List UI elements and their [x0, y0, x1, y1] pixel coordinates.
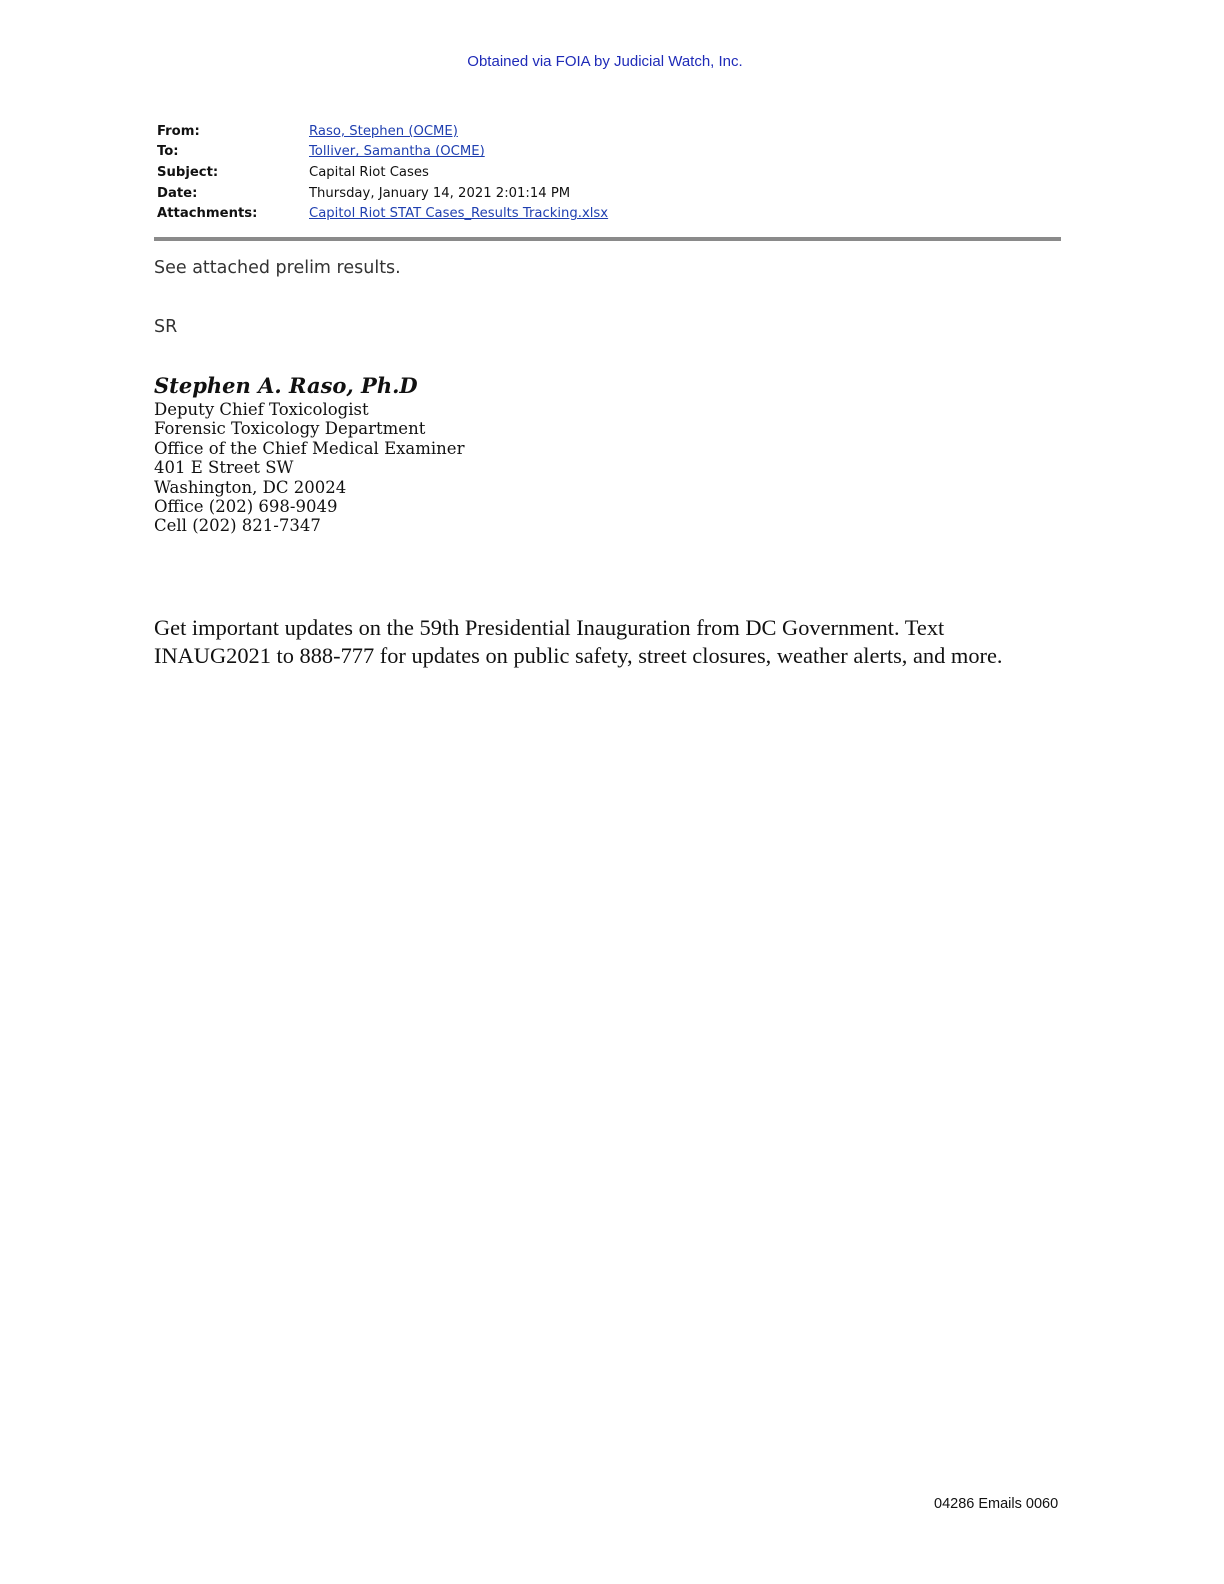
- subject-label: Subject:: [157, 164, 219, 180]
- attachment-link[interactable]: Capitol Riot STAT Cases_Results Tracking.xlsx: [309, 206, 609, 222]
- header-row-from: [157, 121, 1061, 142]
- from-label: From:: [157, 123, 200, 139]
- email-signature: [154, 372, 464, 536]
- email-body-initials: SR: [154, 317, 178, 337]
- attachments-label: Attachments:: [157, 206, 258, 222]
- signature-cell-phone: Cell (202) 821-7347: [154, 516, 321, 536]
- signature-office: Office of the Chief Medical Examiner: [154, 438, 465, 458]
- header-row-attachments: [157, 203, 1061, 224]
- header-divider: [154, 237, 1061, 241]
- inauguration-notice: [154, 614, 1074, 669]
- notice-line-1: Get important updates on the 59th Presidential Inauguration from DC Government. Text: [154, 615, 945, 640]
- to-link[interactable]: Tolliver, Samantha (OCME): [309, 144, 485, 160]
- subject-value: Capital Riot Cases: [309, 164, 429, 180]
- date-value: Thursday, January 14, 2021 2:01:14 PM: [309, 185, 571, 201]
- header-row-to: [157, 142, 1061, 163]
- page-identifier: 04286 Emails 0060: [934, 1496, 1059, 1512]
- header-row-date: [157, 183, 1061, 204]
- signature-name: Stephen A. Raso, Ph.D: [154, 373, 418, 398]
- signature-street: 401 E Street SW: [154, 458, 294, 478]
- to-label: To:: [157, 144, 179, 160]
- date-label: Date:: [157, 185, 198, 201]
- signature-title: Deputy Chief Toxicologist: [154, 400, 369, 419]
- signature-department: Forensic Toxicology Department: [154, 419, 426, 439]
- header-row-subject: [157, 162, 1061, 183]
- foia-banner: Obtained via FOIA by Judicial Watch, Inc.: [467, 53, 743, 70]
- signature-office-phone: Office (202) 698-9049: [154, 497, 338, 517]
- signature-city: Washington, DC 20024: [154, 477, 347, 497]
- notice-line-2: INAUG2021 to 888-777 for updates on public safety, street closures, weather alerts, and more.: [154, 642, 1003, 668]
- email-body-message: See attached prelim results.: [154, 258, 401, 278]
- email-header: [157, 121, 1061, 224]
- from-link[interactable]: Raso, Stephen (OCME): [309, 123, 458, 139]
